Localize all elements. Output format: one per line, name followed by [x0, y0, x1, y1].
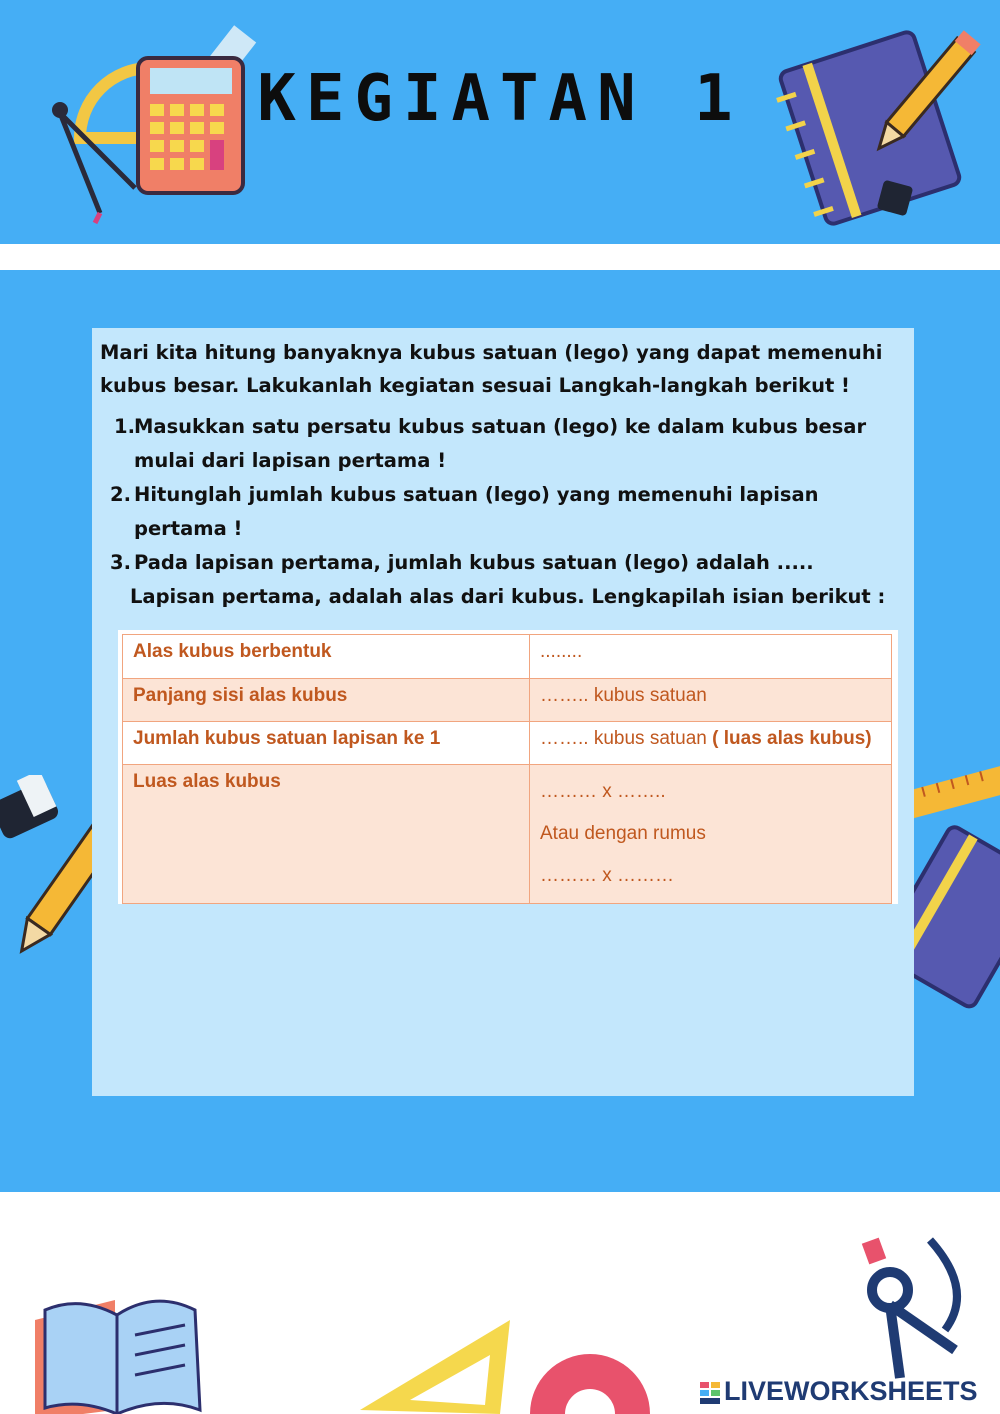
row-label: Alas kubus berbentuk: [123, 635, 530, 679]
protractor-illustration: [520, 1325, 660, 1414]
step-2: [110, 478, 900, 548]
row-label: Jumlah kubus satuan lapisan ke 1: [123, 722, 530, 765]
worksheet-table: [122, 634, 892, 904]
step-3: [110, 546, 910, 616]
table-row: [123, 635, 892, 679]
intro-text: Mari kita hitung banyaknya kubus satuan (lego) yang dapat memenuhi kubus besar. Lakukanlah kegiatan sesuai Langkah-langkah berikut !: [100, 341, 883, 397]
step-number: 1.: [114, 415, 135, 438]
answer-line: Atau dengan rumus: [540, 823, 706, 844]
notebook-pencil-illustration: [770, 18, 990, 228]
answer-blank[interactable]: [530, 765, 892, 904]
step-text: Hitunglah jumlah kubus satuan (lego) yang memenuhi lapisan: [134, 483, 819, 506]
step-text: Pada lapisan pertama, jumlah kubus satuan (lego) adalah .....: [134, 551, 814, 574]
row-label: Luas alas kubus: [123, 765, 530, 904]
step-text: Masukkan satu persatu kubus satuan (lego) ke dalam kubus besar: [134, 415, 867, 438]
step-text-continued: mulai dari lapisan pertama !: [134, 449, 447, 472]
answer-line: ……… x ……..: [540, 781, 666, 802]
open-book-illustration: [25, 1280, 215, 1414]
header-banner: [0, 0, 1000, 244]
table-row: [123, 765, 892, 904]
answer-line: ……… x ………: [540, 865, 675, 886]
step-text-continued: pertama !: [134, 517, 243, 540]
step-1: [114, 410, 904, 480]
step-text-continued: Lapisan pertama, adalah alas dari kubus. Lengkapilah isian berikut :: [130, 585, 886, 608]
answer-note: ( luas alas kubus): [712, 728, 872, 749]
brand-text: LIVEWORKSHEETS: [724, 1376, 978, 1406]
answer-blank[interactable]: …….. kubus satuan: [530, 679, 892, 722]
liveworksheets-logo-icon: [700, 1382, 720, 1404]
row-label: Panjang sisi alas kubus: [123, 679, 530, 722]
answer-text: …….. kubus satuan: [540, 728, 713, 749]
compass-illustration: [845, 1230, 985, 1380]
step-number: 2.: [110, 483, 131, 506]
page-title: KEGIATAN 1: [257, 62, 743, 136]
table-row: [123, 679, 892, 722]
table-row: [123, 722, 892, 765]
step-number: 3.: [110, 551, 131, 574]
answer-blank[interactable]: ........: [530, 635, 892, 679]
answer-blank[interactable]: [530, 722, 892, 765]
set-square-illustration: [350, 1310, 520, 1414]
liveworksheets-logo: [700, 1376, 978, 1407]
